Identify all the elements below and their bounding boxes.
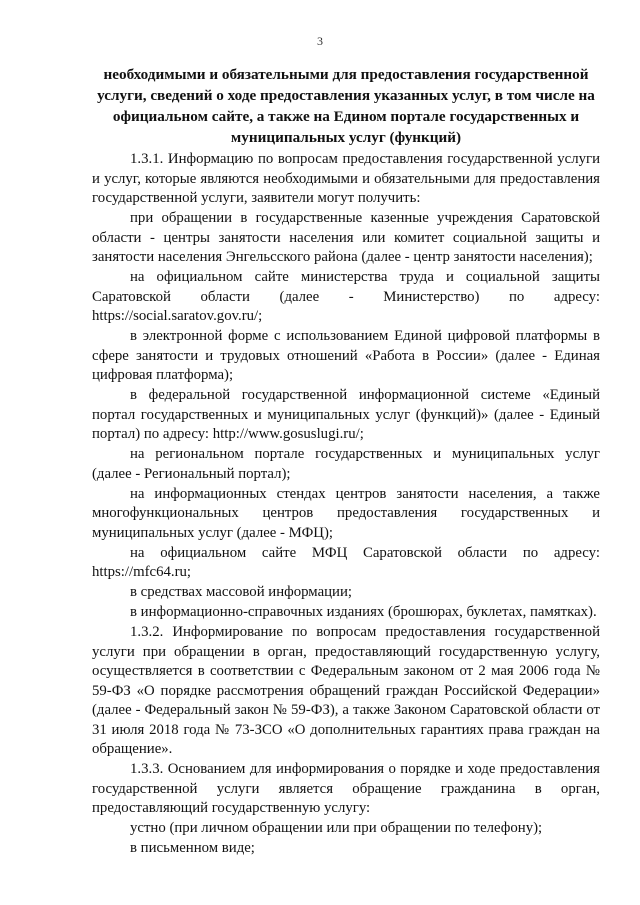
paragraph-list-item: в средствах массовой информации; [130,584,353,600]
document-body [92,150,600,859]
page-number: 3 [317,34,323,48]
paragraph-1-3-3: 1.3.3. Основанием для информирования о порядке и ходе предоставления государственной услуги является обращение гражданина в орган, предоставляющий государственную услугу: [92,761,600,816]
paragraph-list-item: в электронной форме с использованием Единой цифровой платформы в сфере занятости и трудовых отношений «Работа в России» (далее - Единая цифровая платформа); [92,328,600,383]
paragraph-1-3-1: 1.3.1. Информацию по вопросам предоставления государственной услуги и услуг, которые являются необходимыми и обязательными для предоставления государственной услуги, заявители могут получить: [92,151,600,206]
paragraph-list-item: в информационно-справочных изданиях (брошюрах, буклетах, памятках). [130,604,597,620]
paragraph-1-3-2: 1.3.2. Информирование по вопросам предоставления государственной услуги при обращении в орган, предоставляющий государственную услугу, осуществляется в соответствии с Федеральным законом от 2 мая 2006 года № 59-ФЗ «О порядке рассмотрения обращений граждан Российской Федерации» (далее - Федеральный закон № 59-ФЗ), а также Законом Саратовской области от 31 июля 2018 года № 73-ЗСО «О дополнительных гарантиях права граждан на обращение». [92,624,600,757]
paragraph-list-item: на региональном портале государственных и муниципальных услуг (далее - Региональный портал); [92,446,600,482]
paragraph-list-item: в письменном виде; [130,840,255,856]
paragraph-list-item: на информационных стендах центров занятости населения, а также многофункциональных центров предоставления государственных и муниципальных услуг (далее - МФЦ); [92,485,600,541]
paragraph-list-item: при обращении в государственные казенные учреждения Саратовской области - центры занятости населения или комитет социальной защиты и занятости населения Энгельсского района (далее - центр занятости населения); [92,210,600,265]
section-heading: необходимыми и обязательными для предоставления государственной услуги, сведений о ходе предоставления указанных услуг, в том числе на официальном сайте, а также на Едином портале государственных и муниципальных услуг (функций) [97,66,595,146]
paragraph-list-item: на официальном сайте МФЦ Саратовской области по адресу: https://mfc64.ru; [92,544,600,580]
paragraph-list-item: на официальном сайте министерства труда и социальной защиты Саратовской области (далее - Министерство) по адресу: https://social.saratov.gov.ru/; [92,269,600,324]
paragraph-list-item: устно (при личном обращении или при обращении по телефону); [130,820,543,836]
paragraph-list-item: в федеральной государственной информационной системе «Единый портал государственных и муниципальных услуг (функций)» (далее - Единый портал) по адресу: http://www.gosuslugi.ru/; [92,387,600,442]
